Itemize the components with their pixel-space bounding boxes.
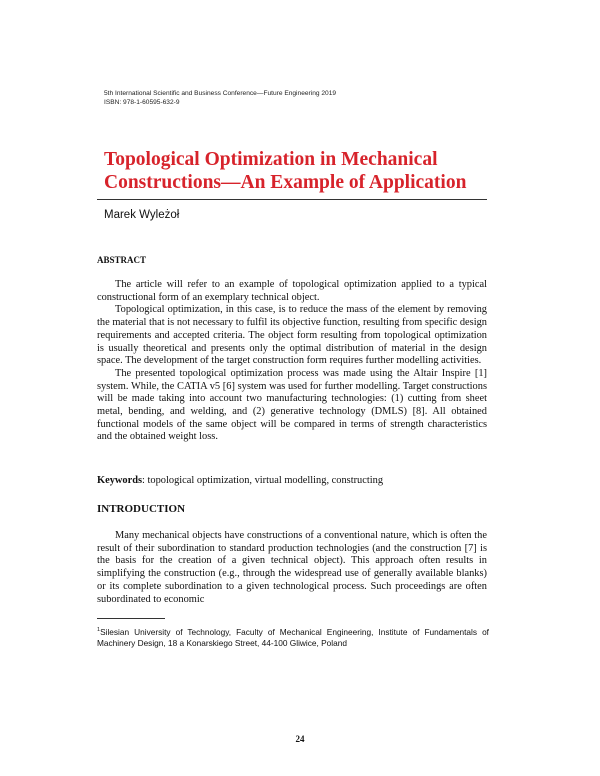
page-number: 24 [295,734,305,744]
abstract-body [97,279,487,444]
introduction-paragraph: Many mechanical objects have constructions of a conventional nature, which is often the result of their subordination to standard production technologies (and the construction [7] is the basis for the creation of a given technical object). This approach often results in simplifying the construction (e.g., through the widespread use of generally available blanks) or its complete subordination to a given technological process. Such proceedings are often subordinated to economic [97,530,487,605]
footnote-text: Silesian University of Technology, Faculty of Mechanical Engineering, Institute of Fundamentals of Machinery Design, 18 a Konarskiego Street, 44-100 Gliwice, Poland [97,626,489,649]
abstract-paragraph: The article will refer to an example of topological optimization applied to a typical constructional form of an exemplary technical object. [97,279,487,303]
abstract-paragraph: The presented topological optimization process was made using the Altair Inspire [1] system. While, the CATIA v5 [6] system was used for further modelling. Target constructions will be made taking into account two manufacturing technologies: (1) cutting from sheet metal, bending, and welding, and (2) generative technology (DMLS) [8]. All obtained functional models of the same object will be compared in terms of strength characteristics and the obtained weight loss. [97,367,487,443]
keywords-separator: : [142,475,148,486]
isbn: ISBN: 978-1-60595-632-9 [104,99,180,106]
abstract-paragraph: Topological optimization, in this case, is to reduce the mass of the element by removing the material that is not necessary to fulfil its objective function, resulting from specific design requirements and accepted criteria. The object form resulting from topological optimization is usually theoretical and presents only the optimal distribution of material in the design space. The development of the target construction form requires further modelling activities. [97,304,487,367]
introduction-body [97,530,487,606]
footnote [97,625,489,650]
paper-title: Topological Optimization in Mechanical Constructions—An Example of Application [104,149,467,193]
author-name: Marek Wyleżoł [104,209,180,221]
abstract-heading: ABSTRACT [97,255,147,265]
footnote-divider [97,618,165,619]
title-divider [97,199,487,200]
keywords-line [97,475,487,488]
introduction-heading: INTRODUCTION [97,503,186,515]
footnote-marker: 1 [97,627,101,633]
keywords-text: topological optimization, virtual modelling, constructing [147,475,384,486]
conference-name: 5th International Scientific and Business Conference—Future Engineering 2019 [104,90,337,97]
conference-header [104,89,336,107]
keywords-label: Keywords [97,475,143,486]
